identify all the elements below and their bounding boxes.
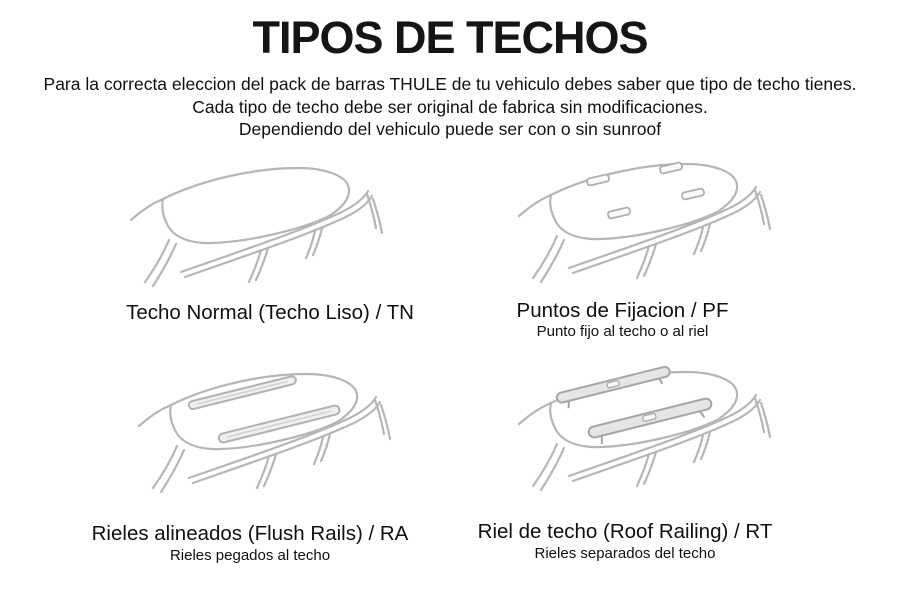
caption-puntos-fijacion: Puntos de Fijacion / PF (516, 299, 729, 322)
normal-roof-illustration (100, 156, 410, 306)
intro-line-2: Cada tipo de techo debe ser original de fabrica sin modificaciones. (192, 96, 708, 117)
caption-riel-de-techo: Riel de techo (Roof Railing) / RT (477, 520, 773, 543)
raised-rails-roof-illustration (488, 360, 798, 510)
page-title: TIPOS DE TECHOS (252, 12, 648, 63)
subcaption-riel-de-techo: Rieles separados del techo (534, 545, 716, 562)
intro-line-3: Dependiendo del vehiculo puede ser con o sin sunroof (238, 119, 662, 139)
fixation-points (586, 162, 704, 219)
intro-line-1: Para la correcta eleccion del pack de barras THULE de tu vehiculo debes saber que tipo de techo tienes. (43, 74, 857, 94)
fixpoint-roof-illustration (488, 152, 798, 302)
intro-text (0, 73, 900, 141)
subcaption-puntos-fijacion: Punto fijo al techo o al riel (536, 323, 709, 340)
raised-rails (556, 366, 715, 447)
subcaption-rieles-alineados: Rieles pegados al techo (169, 547, 331, 564)
caption-techo-normal: Techo Normal (Techo Liso) / TN (126, 301, 414, 324)
flush-rails-roof-illustration (108, 362, 418, 512)
caption-rieles-alineados: Rieles alineados (Flush Rails) / RA (91, 522, 409, 545)
flush-rails (188, 376, 340, 444)
